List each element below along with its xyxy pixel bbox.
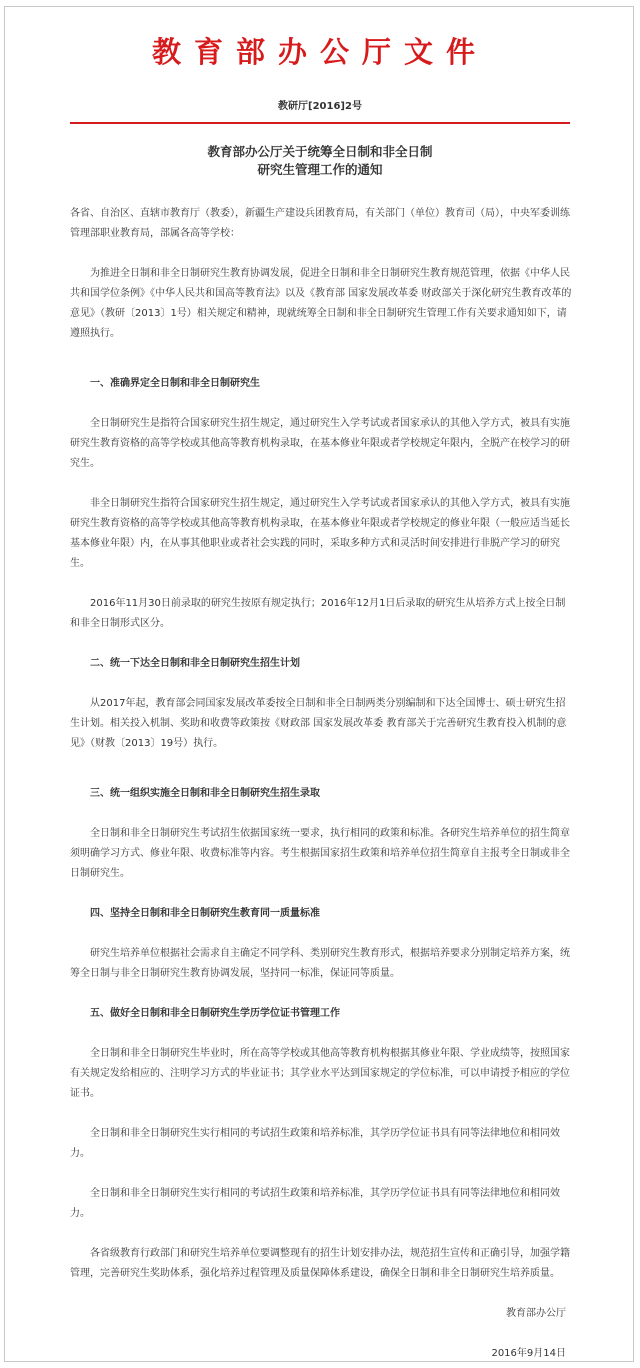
section-1-heading: 一、准确界定全日制和非全日制研究生 — [90, 378, 260, 389]
notice-title-line-2: 研究生管理工作的通知 — [257, 162, 383, 177]
intro-paragraph: 为推进全日制和非全日制研究生教育协调发展，促进全日制和非全日制研究生教育规范管理，依据《中华人民共和国学位条例》《中华人民共和国高等教育法》以及《教育部 国家发展改革委 财政部关于深化研究生教育改革的意见》（教研〔2013〕1号）相关规定和精神，现就统筹全日制和非全日制研究生管理工作有关要求通知如下，请遵照执行。 — [70, 268, 572, 339]
notice-title — [0, 143, 640, 179]
addressee: 各省、自治区、直辖市教育厅（教委），新疆生产建设兵团教育局，有关部门（单位）教育司（局），中央军委训练管理部职业教育局，部属各高等学校： — [70, 208, 570, 239]
section-5-paragraph-2: 全日制和非全日制研究生实行相同的考试招生政策和培养标准，其学历学位证书具有同等法律地位和相同效力。 — [70, 1128, 560, 1159]
document-body — [70, 204, 572, 1364]
issue-date: 2016年9月14日 — [491, 1348, 566, 1359]
section-3-heading: 三、统一组织实施全日制和非全日制研究生招生录取 — [90, 788, 320, 799]
header-divider — [70, 122, 570, 124]
notice-title-line-1: 教育部办公厅关于统筹全日制和非全日制 — [207, 144, 433, 159]
section-1-paragraph-3: 2016年11月30日前录取的研究生按原有规定执行；2016年12月1日后录取的研究生从培养方式上按全日制和非全日制形式区分。 — [70, 598, 566, 629]
section-1-paragraph-1: 全日制研究生是指符合国家研究生招生规定，通过研究生入学考试或者国家承认的其他入学方式，被具有实施研究生教育资格的高等学校或其他高等教育机构录取，在基本修业年限或者学校规定年限内，全脱产在校学习的研究生。 — [70, 418, 570, 469]
section-4-paragraph-1: 研究生培养单位根据社会需求自主确定不同学科、类别研究生教育形式，根据培养要求分别制定培养方案，统筹全日制与非全日制研究生教育协调发展，坚持同一标准，保证同等质量。 — [70, 948, 570, 979]
section-5-paragraph-1: 全日制和非全日制研究生毕业时，所在高等学校或其他高等教育机构根据其修业年限、学业成绩等，按照国家有关规定发给相应的、注明学习方式的毕业证书；其学业水平达到国家规定的学位标准，可以申请授予相应的学位证书。 — [70, 1048, 570, 1099]
section-2-paragraph-1: 从2017年起，教育部会同国家发展改革委按全日制和非全日制两类分别编制和下达全国博士、硕士研究生招生计划。相关投入机制、奖助和收费等政策按《财政部 国家发展改革委 教育部关于完善研究生教育投入机制的意见》（财教〔2013〕19号）执行。 — [70, 698, 567, 749]
section-3-paragraph-1: 全日制和非全日制研究生考试招生依据国家统一要求，执行相同的政策和标准。各研究生培养单位的招生简章须明确学习方式、修业年限、收费标准等内容。考生根据国家招生政策和培养单位招生简章自主报考全日制或非全日制研究生。 — [70, 828, 570, 879]
document-number: 教研厅[2016]2号 — [278, 101, 362, 112]
section-2-heading: 二、统一下达全日制和非全日制研究生招生计划 — [90, 658, 300, 669]
section-5-paragraph-3: 全日制和非全日制研究生实行相同的考试招生政策和培养标准，其学历学位证书具有同等法律地位和相同效力。 — [70, 1188, 560, 1219]
section-4-heading: 四、坚持全日制和非全日制研究生教育同一质量标准 — [90, 908, 320, 919]
document-header-title: 教育部办公厅文件 — [151, 35, 488, 69]
section-1-paragraph-2: 非全日制研究生指符合国家研究生招生规定，通过研究生入学考试或者国家承认的其他入学方式，被具有实施研究生教育资格的高等学校或其他高等教育机构录取，在基本修业年限或者学校规定的修业年限（一般应适当延长基本修业年限）内，在从事其他职业或者社会实践的同时，采取多种方式和灵活时间安排进行非脱产学习的研究生。 — [70, 498, 570, 569]
section-5-paragraph-4: 各省级教育行政部门和研究生培养单位要调整现有的招生计划安排办法，规范招生宣传和正确引导，加强学籍管理，完善研究生奖助体系，强化培养过程管理及质量保障体系建设，确保全日制和非全日制研究生培养质量。 — [70, 1248, 570, 1279]
issuer-signature: 教育部办公厅 — [506, 1308, 566, 1319]
section-5-heading: 五、做好全日制和非全日制研究生学历学位证书管理工作 — [90, 1008, 340, 1019]
